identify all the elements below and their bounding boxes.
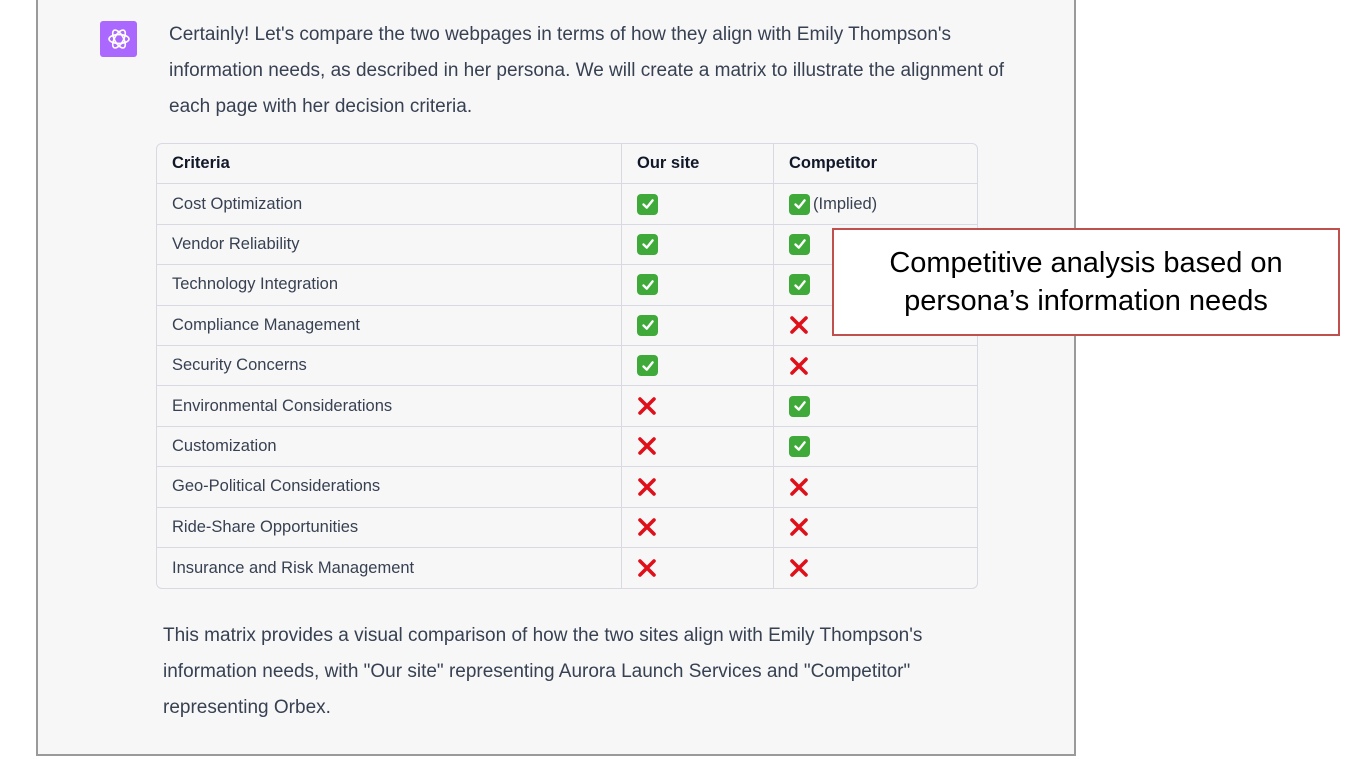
green-checkmark-icon (637, 274, 658, 295)
red-x-icon (637, 517, 657, 537)
criteria-cell: Security Concerns (157, 346, 621, 386)
criteria-cell: Ride-Share Opportunities (157, 508, 621, 548)
competitor-note: (Implied) (813, 194, 878, 213)
our-site-cell (621, 306, 773, 346)
our-site-cell (621, 427, 773, 467)
header-competitor: Competitor (773, 144, 977, 184)
our-site-cell (621, 346, 773, 386)
red-x-icon (789, 315, 809, 335)
our-site-cell (621, 467, 773, 507)
our-site-cell (621, 225, 773, 265)
table-row (157, 386, 977, 426)
competitor-cell (773, 548, 977, 588)
header-our-site: Our site (621, 144, 773, 184)
header-criteria: Criteria (157, 144, 621, 184)
red-x-icon (637, 396, 657, 416)
criteria-cell: Vendor Reliability (157, 225, 621, 265)
table-row (157, 184, 977, 224)
green-checkmark-icon (789, 436, 810, 457)
comparison-matrix (156, 143, 978, 589)
table-row (157, 508, 977, 548)
table-row (157, 548, 977, 588)
competitor-cell (773, 467, 977, 507)
green-checkmark-icon (789, 396, 810, 417)
criteria-cell: Cost Optimization (157, 184, 621, 224)
assistant-message-outro: This matrix provides a visual comparison of how the two sites align with Emily Thompson's information needs, with "Our site" representing Aurora Launch Services and "Competitor" representing Orbex. (163, 625, 923, 718)
green-checkmark-icon (789, 234, 810, 255)
green-checkmark-icon (789, 194, 810, 215)
criteria-cell: Geo-Political Considerations (157, 467, 621, 507)
green-checkmark-icon (637, 194, 658, 215)
competitor-cell (773, 427, 977, 467)
competitor-cell (773, 386, 977, 426)
green-checkmark-icon (637, 355, 658, 376)
our-site-cell (621, 508, 773, 548)
red-x-icon (789, 356, 809, 376)
table-header-row (157, 144, 977, 184)
criteria-cell: Environmental Considerations (157, 386, 621, 426)
table-row (157, 427, 977, 467)
our-site-cell (621, 386, 773, 426)
red-x-icon (637, 558, 657, 578)
criteria-cell: Customization (157, 427, 621, 467)
assistant-message-intro: Certainly! Let's compare the two webpages in terms of how they align with Emily Thompson's information needs, as described in her persona. We will create a matrix to illustrate the alignment of each page with her decision criteria. (169, 24, 1005, 117)
red-x-icon (789, 558, 809, 578)
competitor-cell (773, 508, 977, 548)
our-site-cell (621, 265, 773, 305)
criteria-cell: Insurance and Risk Management (172, 558, 415, 577)
table-row (157, 346, 977, 386)
green-checkmark-icon (637, 234, 658, 255)
competitor-cell (773, 184, 977, 224)
red-x-icon (789, 517, 809, 537)
assistant-logo-icon (100, 21, 137, 57)
criteria-cell: Technology Integration (157, 265, 621, 305)
green-checkmark-icon (789, 274, 810, 295)
competitor-cell (773, 346, 977, 386)
table-row (157, 467, 977, 507)
our-site-cell (621, 184, 773, 224)
annotation-callout: Competitive analysis based on persona’s information needs (832, 228, 1340, 336)
red-x-icon (789, 477, 809, 497)
red-x-icon (637, 436, 657, 456)
red-x-icon (637, 477, 657, 497)
criteria-cell: Compliance Management (157, 306, 621, 346)
our-site-cell (621, 548, 773, 588)
green-checkmark-icon (637, 315, 658, 336)
